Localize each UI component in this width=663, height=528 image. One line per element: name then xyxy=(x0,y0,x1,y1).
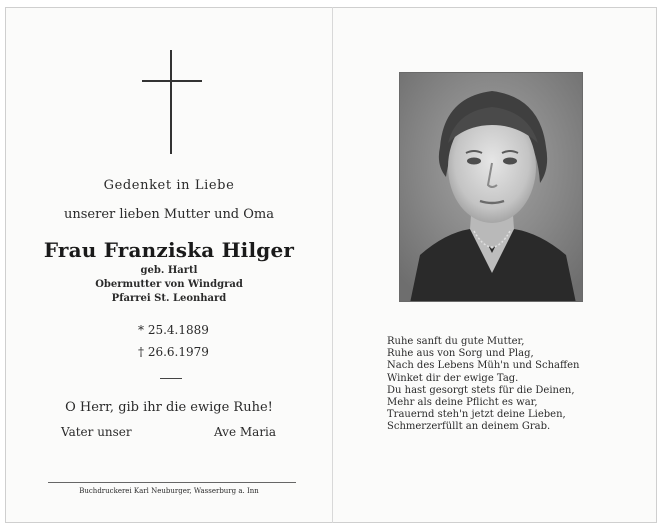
footer-rule xyxy=(48,482,296,483)
death-date: † 26.6.1979 xyxy=(138,345,209,359)
divider xyxy=(160,378,182,379)
poem xyxy=(387,336,579,434)
poem-line: Schmerzerfüllt an deinem Grab. xyxy=(387,421,551,433)
prayer-ave-maria: Ave Maria xyxy=(214,425,277,439)
maiden-name: geb. Hartl xyxy=(140,265,198,276)
prayer-vater-unser: Vater unser xyxy=(61,425,132,439)
poem-line: Mehr als deine Pflicht es war, xyxy=(387,396,538,408)
cross-icon xyxy=(142,50,202,154)
portrait-photo xyxy=(399,72,583,302)
printer-credit: Buchdruckerei Karl Neuburger, Wasserburg a. Inn xyxy=(79,487,259,495)
poem-line: Ruhe aus von Sorg und Plag, xyxy=(387,348,534,360)
poem-line: Winket dir der ewige Tag. xyxy=(387,372,519,384)
subheading: unserer lieben Mutter und Oma xyxy=(64,207,274,222)
parish: Pfarrei St. Leonhard xyxy=(111,293,227,304)
prayer-line: O Herr, gib ihr die ewige Ruhe! xyxy=(65,400,273,415)
birth-date: * 25.4.1889 xyxy=(138,323,209,337)
poem-line: Du hast gesorgt stets für die Deinen, xyxy=(387,384,575,396)
left-panel xyxy=(6,8,332,522)
poem-line: Ruhe sanft du gute Mutter, xyxy=(387,336,525,347)
right-panel xyxy=(334,8,656,522)
fold-line xyxy=(332,7,333,523)
deceased-name: Frau Franziska Hilger xyxy=(43,238,295,262)
poem-line: Trauernd steh'n jetzt deine Lieben, xyxy=(387,409,566,421)
poem-line: Nach des Lebens Müh'n und Schaffen xyxy=(387,360,580,372)
role-title: Obermutter von Windgrad xyxy=(95,279,243,290)
heading: Gedenket in Liebe xyxy=(103,178,235,193)
